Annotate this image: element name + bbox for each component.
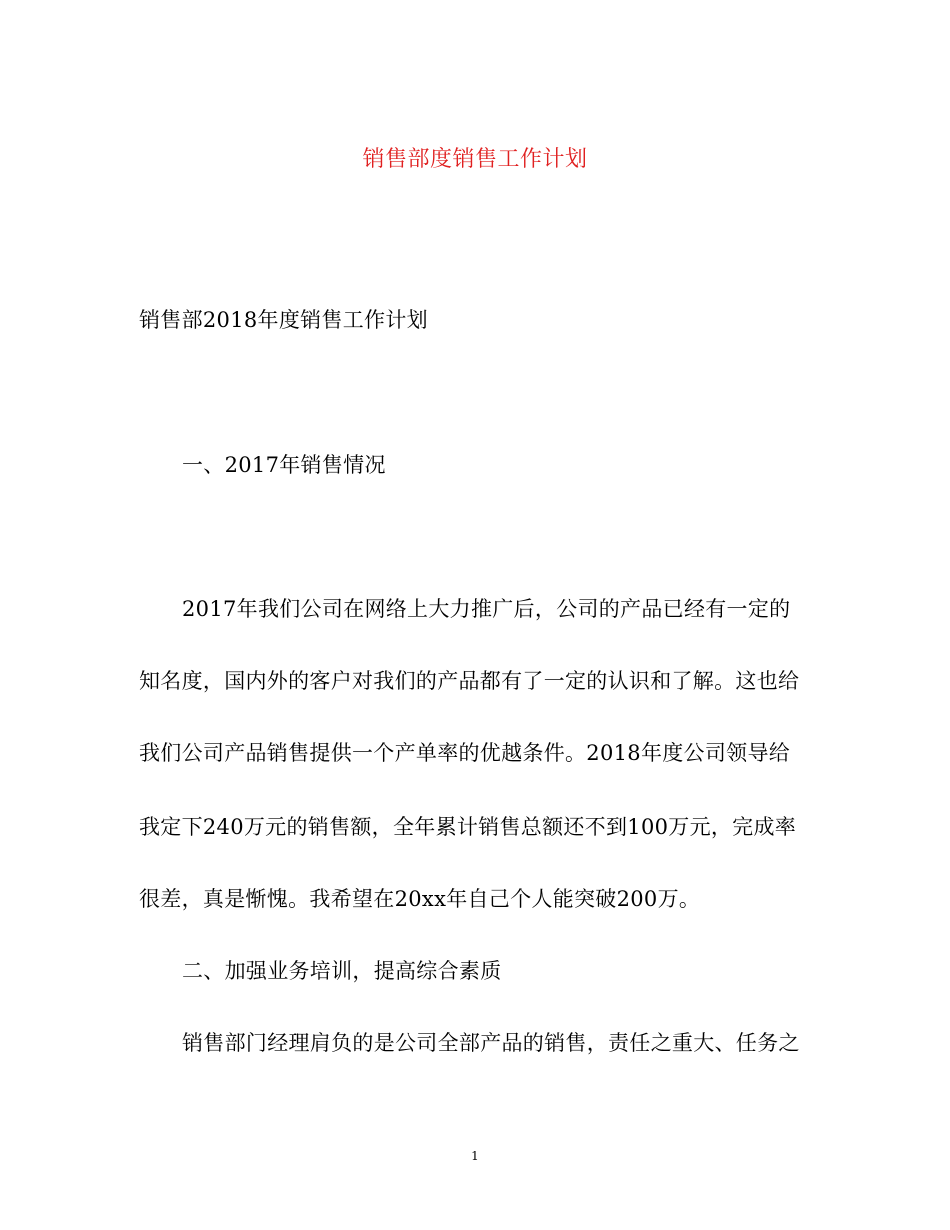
paragraph-line: 我们公司产品销售提供一个产单率的优越条件。2018年度公司领导给: [139, 741, 791, 765]
section-heading-sales-2017: 一、2017年销售情况: [182, 453, 386, 477]
paragraph-line: 2017年我们公司在网络上大力推广后，公司的产品已经有一定的: [182, 597, 791, 621]
document-title: 销售部度销售工作计划: [362, 147, 588, 172]
document-subtitle: 销售部2018年度销售工作计划: [139, 308, 428, 332]
paragraph-line: 知名度，国内外的客户对我们的产品都有了一定的认识和了解。这也给: [139, 669, 800, 693]
section-heading-training: 二、加强业务培训，提高综合素质: [182, 959, 502, 983]
paragraph-line: 很差，真是惭愧。我希望在20xx年自己个人能突破200万。: [139, 887, 701, 911]
paragraph-line: 我定下240万元的销售额，全年累计销售总额还不到100万元，完成率: [139, 815, 797, 839]
page-number: 1: [471, 1149, 479, 1163]
paragraph-line: 销售部门经理肩负的是公司全部产品的销售，责任之重大、任务之: [182, 1031, 800, 1055]
